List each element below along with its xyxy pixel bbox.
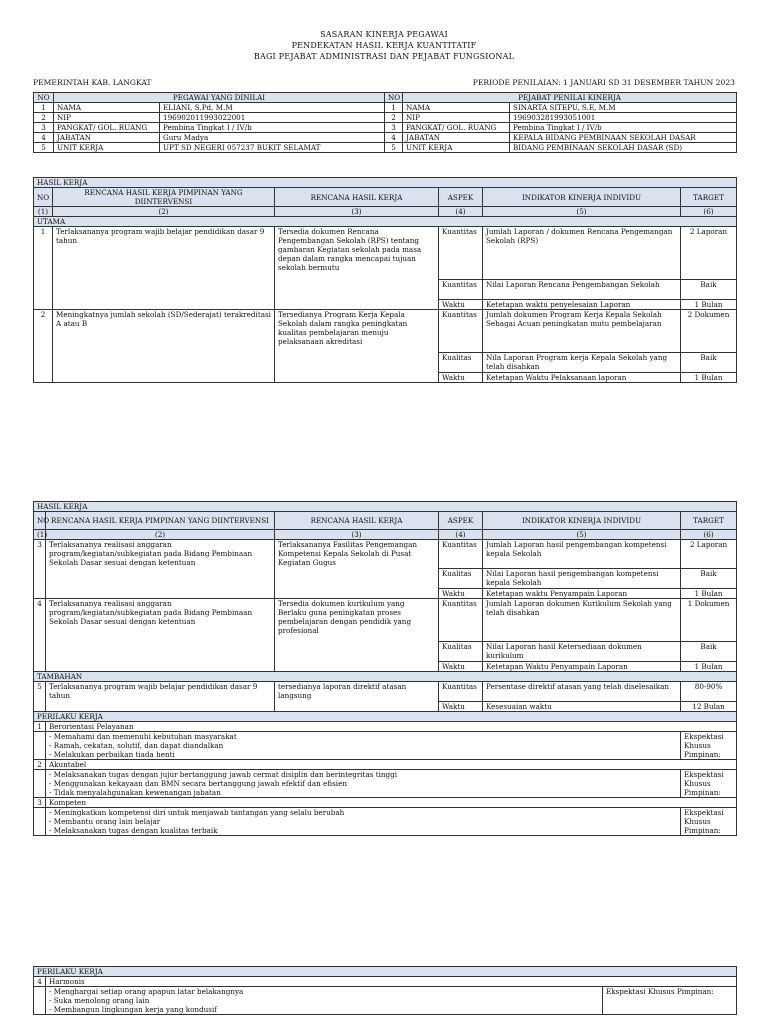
aspek: Kualitas <box>439 569 483 589</box>
target: 2 Laporan <box>681 227 737 280</box>
target: Baik <box>681 642 737 662</box>
field-label: NAMA <box>403 103 510 113</box>
pegawai-header: PEGAWAI YANG DINILAI <box>54 93 385 103</box>
indikator: Jumlah Laporan hasil pengembangan kompetensi kepala Sekolah <box>483 540 681 569</box>
doc-title-line1: SASARAN KINERJA PEGAWAI <box>320 30 448 39</box>
field-value: Pembina Tingkat I / IV/b <box>510 123 737 133</box>
target: 1 Bulan <box>681 662 737 672</box>
perilaku-title-row <box>34 722 737 732</box>
tambahan-label: TAMBAHAN <box>34 672 737 682</box>
hasil-kerja-body-2 <box>34 502 737 836</box>
indikator: Ketetapan waktu Penyampain Laporan <box>483 589 681 599</box>
field-value: 196903281993051001 <box>510 113 737 123</box>
identity-body <box>34 103 737 153</box>
target: Baik <box>681 280 737 300</box>
column-number: (6) <box>681 207 737 217</box>
column-number-row <box>34 530 737 540</box>
section-row <box>34 502 737 512</box>
indikator: Ketetapan Waktu Pelaksanaan laporan <box>483 373 681 383</box>
ekspektasi-label: Ekspektasi Khusus Pimpinan: <box>681 770 737 798</box>
column-header-row <box>34 512 737 530</box>
row-number: 3 <box>34 123 54 133</box>
perilaku-kerja-label: PERILAKU KERJA <box>34 967 737 977</box>
hasil-kerja-label: HASIL KERJA <box>34 502 737 512</box>
col-aspek-header: ASPEK <box>439 188 483 207</box>
perilaku-title: Harmonis <box>46 977 737 987</box>
indikator: Persentase direktif atasan yang telah diselesaikan <box>483 682 681 702</box>
perilaku-number: 2 <box>34 760 46 770</box>
rhk-pimpinan: Terlaksananya program wajib belajar pendidikan dasar 9 tahun <box>53 227 275 310</box>
utama-label: UTAMA <box>34 217 737 227</box>
indikator: Nilai Laporan Rencana Pengembangan Sekolah <box>483 280 681 300</box>
perilaku-points <box>46 770 681 798</box>
aspek: Kualitas <box>439 353 483 373</box>
target: 1 Bulan <box>681 589 737 599</box>
identity-no-header-right: NO <box>385 93 403 103</box>
field-label: UNIT KERJA <box>403 143 510 153</box>
section-row <box>34 712 737 722</box>
aspek: Kualitas <box>439 642 483 662</box>
rhk: Tersedia dokumen kurikulum yang Berlaku guna peningkatan proses pembelajaran dengan pendidik yang profesional <box>275 599 439 672</box>
column-number: (3) <box>275 530 439 540</box>
hasil-kerja-table-2 <box>33 501 737 836</box>
aspek: Kuantitas <box>439 280 483 300</box>
perilaku-point: - Membantu orang lain belajar <box>49 817 161 826</box>
perilaku-points <box>46 732 681 760</box>
hasil-row <box>34 227 737 280</box>
perilaku-spacer <box>34 808 46 836</box>
perilaku-spacer <box>34 770 46 798</box>
aspek: Waktu <box>439 589 483 599</box>
aspek: Waktu <box>439 373 483 383</box>
perilaku-point: - Meningkatkan kompetensi diri untuk menjawab tantangan yang selalu berubah <box>49 808 345 817</box>
target: 2 Laporan <box>681 540 737 569</box>
hasil-row <box>34 682 737 702</box>
hasil-row <box>34 599 737 642</box>
employer-label: PEMERINTAH KAB. LANGKAT <box>33 78 152 87</box>
perilaku-kerja-table-2 <box>33 966 737 1015</box>
field-label: NIP <box>403 113 510 123</box>
indikator: Nila Laporan Program kerja Kepala Sekolah yang telah disahkan <box>483 353 681 373</box>
field-label: JABATAN <box>54 133 160 143</box>
hasil-kerja-body-1 <box>34 178 737 383</box>
item-number: 3 <box>34 540 46 599</box>
row-number: 1 <box>385 103 403 113</box>
col-aspek-header: ASPEK <box>439 512 483 530</box>
field-label: NAMA <box>54 103 160 113</box>
rhk-pimpinan: Terlaksananya realisasi anggaran program/kegiatan/subkegiatan pada Bidang Pembinaan Sekolah Dasar sesuai dengan ketentuan <box>46 540 275 599</box>
perilaku-points-row <box>34 808 737 836</box>
column-number-row <box>34 207 737 217</box>
perilaku-spacer <box>34 732 46 760</box>
perilaku-number: 1 <box>34 722 46 732</box>
field-label: JABATAN <box>403 133 510 143</box>
col-target-header: TARGET <box>681 188 737 207</box>
indikator: Jumlah dokumen Program Kerja Kepala Sekolah Sebagai Acuan peningkatan mutu pembelajaran <box>483 310 681 353</box>
doc-title-line2: PENDEKATAN HASIL KERJA KUANTITATIF <box>291 41 477 50</box>
rhk-pimpinan: Terlaksananya program wajib belajar pendidikan dasar 9 tahun <box>46 682 275 712</box>
col-rhk-header: RENCANA HASIL KERJA <box>275 512 439 530</box>
perilaku-kerja-body-2 <box>34 967 737 1015</box>
aspek: Kuantitas <box>439 227 483 280</box>
item-number: 1 <box>34 227 53 310</box>
section-row <box>34 672 737 682</box>
row-number: 5 <box>385 143 403 153</box>
row-number: 3 <box>385 123 403 133</box>
perilaku-number: 4 <box>34 977 46 987</box>
column-number: (2) <box>53 207 275 217</box>
col-indikator-header: INDIKATOR KINERJA INDIVIDU <box>483 512 681 530</box>
identity-row <box>34 123 737 133</box>
item-number: 2 <box>34 310 53 383</box>
hasil-kerja-table-1 <box>33 177 737 383</box>
target: 1 Bulan <box>681 300 737 310</box>
identity-table <box>33 92 737 153</box>
section-row <box>34 217 737 227</box>
aspek: Waktu <box>439 662 483 672</box>
section-row <box>34 178 737 188</box>
field-label: PANGKAT/ GOL. RUANG <box>403 123 510 133</box>
row-number: 4 <box>34 133 54 143</box>
indikator: Ketetapan Waktu Penyampain Laporan <box>483 662 681 672</box>
perilaku-point: - Memahami dan memenuhi kebutuhan masyarakat <box>49 732 237 741</box>
field-value: Pembina Tingkat I / IV/b <box>160 123 385 133</box>
perilaku-title-row <box>34 977 737 987</box>
ekspektasi-label: Ekspektasi Khusus Pimpinan: <box>681 808 737 836</box>
target: 2 Dokumen <box>681 310 737 353</box>
perilaku-point: - Tidak menyalahgunakan kewenangan jabatan <box>49 788 221 797</box>
perilaku-point: - Menggunakan kekayaan dan BMN secara bertanggung jawab efektif dan efisien <box>49 779 347 788</box>
aspek: Kuantitas <box>439 682 483 702</box>
period-label: PERIODE PENILAIAN: 1 JANUARI SD 31 DESEMBER TAHUN 2023 <box>472 78 735 87</box>
perilaku-title: Kompeten <box>46 798 737 808</box>
target: 1 Bulan <box>681 373 737 383</box>
perilaku-point: - Menghargai setiap orang apapun latar belakangnya <box>49 987 244 996</box>
field-value: SINARTA SITEPU, S.E, M.M <box>510 103 737 113</box>
indikator: Jumlah Laporan / dokumen Rencana Pengemangan Sekolah (RPS) <box>483 227 681 280</box>
target: 1 Dokumen <box>681 599 737 642</box>
column-number: (1) <box>34 530 46 540</box>
indikator: Kesesuaian waktu <box>483 702 681 712</box>
col-no-header: NO <box>34 188 53 207</box>
aspek: Waktu <box>439 300 483 310</box>
row-number: 2 <box>385 113 403 123</box>
perilaku-title-row <box>34 760 737 770</box>
perilaku-spacer <box>34 987 46 1015</box>
target: 12 Bulan <box>681 702 737 712</box>
field-label: PANGKAT/ GOL. RUANG <box>54 123 160 133</box>
perilaku-title: Berorientasi Pelayanan <box>46 722 737 732</box>
perilaku-point: - Ramah, cekatan, solutif, dan dapat diandalkan <box>49 741 224 750</box>
identity-row <box>34 103 737 113</box>
aspek: Kuantitas <box>439 310 483 353</box>
col-rhk-header: RENCANA HASIL KERJA <box>275 188 439 207</box>
column-number: (6) <box>681 530 737 540</box>
perilaku-points <box>46 808 681 836</box>
field-value: BIDANG PEMBINAAN SEKOLAH DASAR (SD) <box>510 143 737 153</box>
indikator: Nilai Laporan hasil pengembangan kompetensi kepala Sekolah <box>483 569 681 589</box>
aspek: Waktu <box>439 702 483 712</box>
rhk: Tersedia dokumen Rencana Pengembangan Sekolah (RPS) tentang gambaran Kegiatan sekolah pada masa depan dalam rangka mencapai tujuan sekolah bermutu <box>275 227 439 310</box>
perilaku-points-row <box>34 987 737 1015</box>
target: Baik <box>681 569 737 589</box>
field-value: KEPALA BIDANG PEMBINAAN SEKOLAH DASAR <box>510 133 737 143</box>
perilaku-point: - Membangun lingkungan kerja yang kondusif <box>49 1005 217 1014</box>
section-row <box>34 967 737 977</box>
column-header-row <box>34 188 737 207</box>
hasil-row <box>34 540 737 569</box>
perilaku-title-row <box>34 798 737 808</box>
field-label: NIP <box>54 113 160 123</box>
target: Baik <box>681 353 737 373</box>
item-number: 4 <box>34 599 46 672</box>
ekspektasi-label: Ekspektasi Khusus Pimpinan: <box>603 987 737 1015</box>
row-number: 1 <box>34 103 54 113</box>
column-number: (2) <box>46 530 275 540</box>
perilaku-kerja-label: PERILAKU KERJA <box>34 712 737 722</box>
aspek: Kuantitas <box>439 599 483 642</box>
field-value: ELIANI, S.Pd, M.M <box>160 103 385 113</box>
hasil-row <box>34 310 737 353</box>
identity-row <box>34 143 737 153</box>
column-number: (5) <box>483 207 681 217</box>
perilaku-points-row <box>34 770 737 798</box>
column-number: (3) <box>275 207 439 217</box>
penilai-header: PEJABAT PENILAI KINERJA <box>403 93 737 103</box>
target: 80-90% <box>681 682 737 702</box>
doc-title-line3: BAGI PEJABAT ADMINISTRASI DAN PEJABAT FUNGSIONAL <box>253 52 515 61</box>
row-number: 2 <box>34 113 54 123</box>
row-number: 5 <box>34 143 54 153</box>
item-number: 5 <box>34 682 46 712</box>
perilaku-point: - Melakukan perbaikan tiada henti <box>49 750 175 759</box>
field-value: UPT SD NEGERI 057237 BUKIT SELAMAT <box>160 143 385 153</box>
field-value: 196902011993022001 <box>160 113 385 123</box>
indikator: Jumlah Laporan dokumen Kurikulum Sekolah yang telah disahkan <box>483 599 681 642</box>
field-value: Guru Madya <box>160 133 385 143</box>
perilaku-title: Akuntabel <box>46 760 737 770</box>
hasil-kerja-label: HASIL KERJA <box>34 178 737 188</box>
identity-row <box>34 113 737 123</box>
indikator: Nilai Laporan hasil Ketersediaan dokumen kurikulum <box>483 642 681 662</box>
col-target-header: TARGET <box>681 512 737 530</box>
row-number: 4 <box>385 133 403 143</box>
column-number: (1) <box>34 207 53 217</box>
column-number: (4) <box>439 530 483 540</box>
perilaku-number: 3 <box>34 798 46 808</box>
rhk: Tersedianya Program Kerja Kepala Sekolah dalam rangka peningkatan kualitas pembelajaran menuju pelaksanaan akreditasi <box>275 310 439 383</box>
perilaku-points-row <box>34 732 737 760</box>
col-indikator-header: INDIKATOR KINERJA INDIVIDU <box>483 188 681 207</box>
rhk: Terlaksananya Fasilitas Pengemangan Kompetensi Kepala Sekolah di Pusat Kegiatan Gugus <box>275 540 439 599</box>
identity-no-header: NO <box>34 93 54 103</box>
indikator: Ketetapan waktu penyelesaian Laporan <box>483 300 681 310</box>
rhk-pimpinan: Meningkatnya jumlah sekolah (SD/Sederajat) terakreditasi A atau B <box>53 310 275 383</box>
rhk: tersedianya laporan direktif atasan langsung <box>275 682 439 712</box>
identity-row <box>34 133 737 143</box>
ekspektasi-label: Ekspektasi Khusus Pimpinan: <box>681 732 737 760</box>
perilaku-points <box>46 987 603 1015</box>
perilaku-point: - Suka menolong orang lain <box>49 996 150 1005</box>
perilaku-point: - Melaksanakan tugas dengan jujur bertanggung jawab cermat disiplin dan berintegritas tinggi <box>49 770 398 779</box>
column-number: (4) <box>439 207 483 217</box>
aspek: Kuantitas <box>439 540 483 569</box>
column-number: (5) <box>483 530 681 540</box>
identity-header-row <box>34 93 737 103</box>
perilaku-point: - Melaksanakan tugas dengan kualitas terbaik <box>49 826 218 835</box>
col-rhk-pimpinan-header: RENCANA HASIL KERJA PIMPINAN YANG DIINTERVENSI <box>46 512 275 530</box>
col-rhk-pimpinan-header: RENCANA HASIL KERJA PIMPINAN YANG DIINTERVENSI <box>53 188 275 207</box>
col-no-header: NO <box>34 512 46 530</box>
field-label: UNIT KERJA <box>54 143 160 153</box>
rhk-pimpinan: Terlaksananya realisasi anggaran program/kegiatan/subkegiatan pada Bidang Pembinaan Sekolah Dasar sesuai dengan ketentuan <box>46 599 275 672</box>
